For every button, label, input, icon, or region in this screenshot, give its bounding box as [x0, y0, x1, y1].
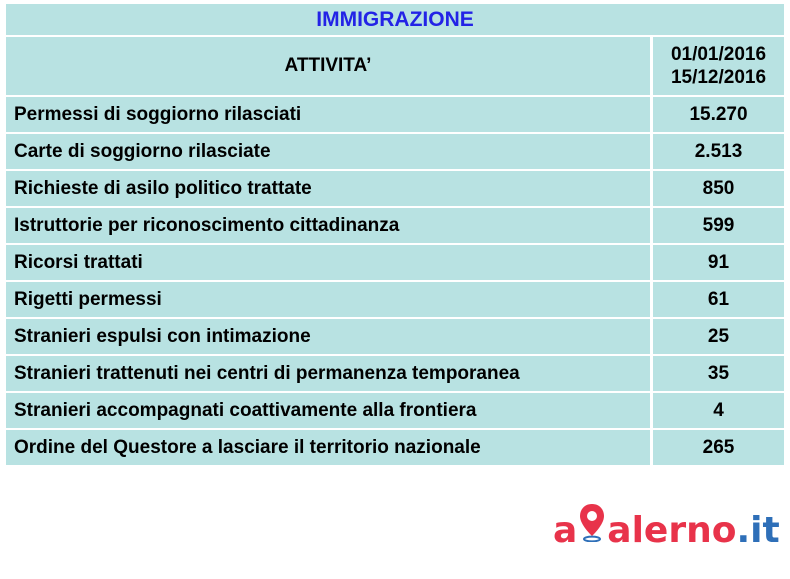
period-column-header	[653, 37, 784, 95]
table-row	[6, 97, 784, 132]
activity-cell: Ricorsi trattati	[6, 245, 650, 280]
activity-cell: Ordine del Questore a lasciare il territorio nazionale	[6, 430, 650, 465]
value-cell: 265	[653, 430, 784, 465]
table-row	[6, 208, 784, 243]
table-title-row	[6, 4, 784, 35]
value-cell: 2.513	[653, 134, 784, 169]
table-row	[6, 356, 784, 391]
table-title: IMMIGRAZIONE	[6, 4, 784, 35]
activity-cell: Richieste di asilo politico trattate	[6, 171, 650, 206]
logo-text-a: a	[553, 510, 578, 551]
table-row	[6, 171, 784, 206]
value-cell: 4	[653, 393, 784, 428]
logo-text-it: .it	[736, 510, 780, 551]
table-row	[6, 282, 784, 317]
period-start: 01/01/2016	[670, 44, 767, 65]
value-cell: 850	[653, 171, 784, 206]
activity-cell: Rigetti permessi	[6, 282, 650, 317]
site-logo	[553, 502, 783, 568]
activity-cell: Istruttorie per riconoscimento cittadinanza	[6, 208, 650, 243]
table-row	[6, 430, 784, 465]
map-pin-icon	[578, 502, 606, 542]
table-row	[6, 245, 784, 280]
activity-cell: Carte di soggiorno rilasciate	[6, 134, 650, 169]
table-row	[6, 393, 784, 428]
table-header-row	[6, 37, 784, 95]
activity-column-header: ATTIVITA’	[6, 37, 650, 95]
value-cell: 35	[653, 356, 784, 391]
value-cell: 91	[653, 245, 784, 280]
value-cell: 25	[653, 319, 784, 354]
table-row	[6, 319, 784, 354]
logo-text-alerno: alerno	[607, 510, 737, 551]
value-cell: 15.270	[653, 97, 784, 132]
period-end: 15/12/2016	[670, 67, 767, 88]
value-cell: 61	[653, 282, 784, 317]
table-row	[6, 134, 784, 169]
immigration-table	[6, 4, 784, 467]
activity-cell: Permessi di soggiorno rilasciati	[6, 97, 650, 132]
activity-cell: Stranieri accompagnati coattivamente alla frontiera	[6, 393, 650, 428]
value-cell: 599	[653, 208, 784, 243]
activity-cell: Stranieri espulsi con intimazione	[6, 319, 650, 354]
activity-cell: Stranieri trattenuti nei centri di permanenza temporanea	[6, 356, 650, 391]
